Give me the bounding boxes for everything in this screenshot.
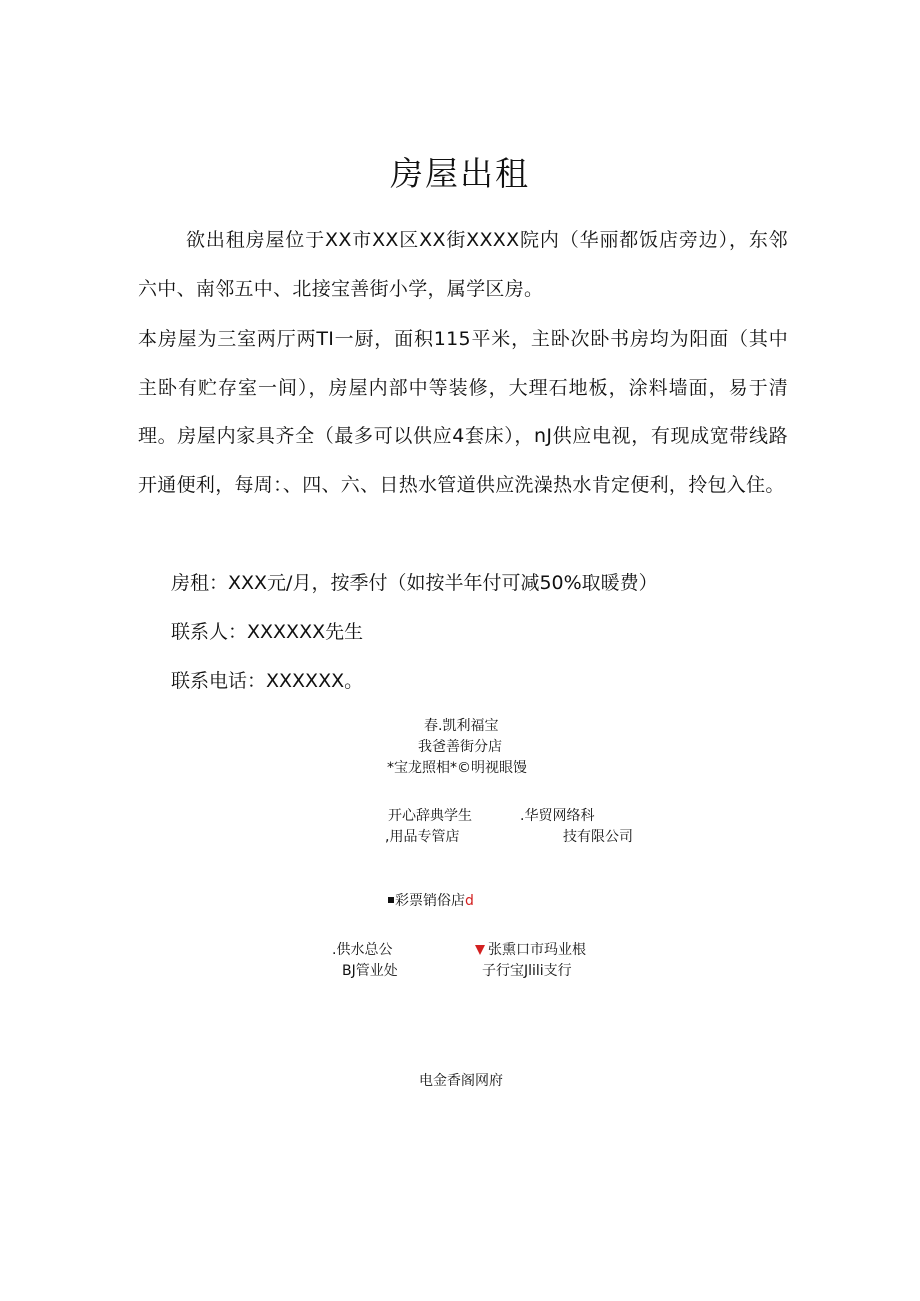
square-marker-icon [388, 897, 394, 903]
map-label-huamao-tech: .华贸网络科 [520, 808, 595, 824]
phone-line: 联系电话：XXXXXX。 [171, 670, 364, 692]
lottery-text: 彩票销俗店 [395, 893, 465, 909]
rent-line: 房租：XXX元/月，按季付（如按半年付可减50%取暖费） [171, 572, 658, 594]
lottery-suffix: d [465, 893, 474, 909]
location-paragraph: 欲出租房屋位于XX市XX区XX街XXXX院内（华丽都饭店旁边），东邻六中、南邻五中、北接宝善街小学，属学区房。 [138, 229, 788, 300]
map-label-bank [475, 940, 586, 961]
location-marker-icon [475, 945, 485, 955]
map-label-water-supply: .供水总公 [332, 942, 393, 958]
map-label-kaili: 春.凯利福宝 [424, 718, 499, 734]
map-label-baoshan-branch: 我爸善街分店 [418, 739, 502, 755]
description-paragraph: 本房屋为三室两厅两TI一厨，面积115平米，主卧次卧书房均为阳面（其中主卧有贮存室一间），房屋内部中等装修，大理石地板，涂料墙面，易于清理。房屋内家具齐全（最多可以供应4套床），nJ供应电视，有现成宽带线路开通便利，每周：、四、六、日热水管道供应洗澡热水肯定便利，拎包入住。 [138, 328, 788, 496]
map-label-lottery-store [388, 891, 474, 912]
map-label-supplies-store: ,用品专管店 [385, 829, 460, 845]
page-title: 房屋出租 [390, 154, 530, 193]
map-label-management-office: BJ管业处 [342, 963, 398, 979]
map-label-kaixin-student: 开心辞典学生 [388, 808, 472, 824]
map-label-yujinxiang: 电金香阁网府 [419, 1073, 503, 1089]
map-label-tech-company: 技有限公司 [563, 829, 633, 845]
map-label-baolong-photo: *宝龙照相*©明视眼馒 [387, 760, 527, 776]
contact-line: 联系人：XXXXXX先生 [171, 621, 364, 643]
map-label-bank-branch: 子行宝Jlili支行 [482, 963, 572, 979]
bank-text: 张熏口市玛业根 [488, 942, 586, 958]
